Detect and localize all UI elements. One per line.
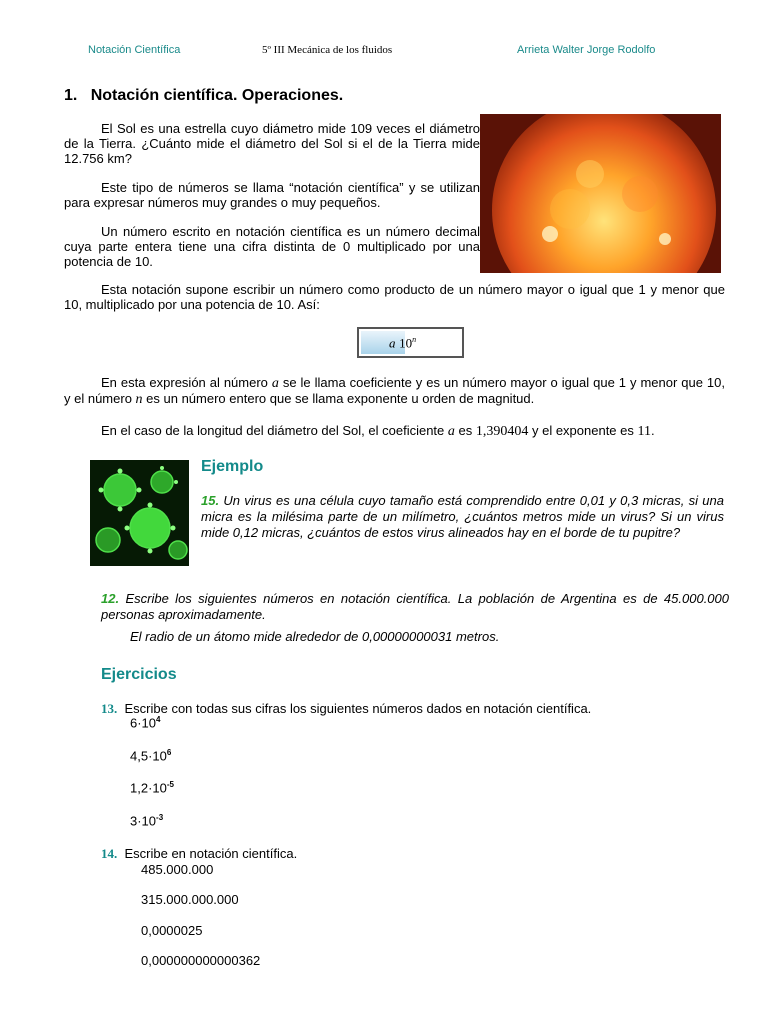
formula-coefficient: a	[389, 335, 396, 351]
p5-text-a: En esta expresión al número	[101, 375, 272, 390]
p5-text-b: se le llama coeficiente y es un número mayor o igual que 1 y menor que 10, y el número	[64, 375, 725, 406]
formula-box	[357, 327, 464, 358]
item-base: 3·10	[130, 813, 157, 829]
p5-var-a: a	[271, 376, 279, 391]
exercise-12-line2: El radio de un átomo mide alrededor de 0,00000000031 metros.	[130, 629, 500, 644]
exercise-14-item: 315.000.000.000	[141, 892, 239, 907]
p6-text-a: En el caso de la longitud del diámetro del Sol, el coeficiente	[101, 423, 448, 438]
virus-image	[90, 460, 189, 566]
item-base: 1,2·10	[130, 780, 167, 796]
exercise-14-item: 485.000.000	[141, 862, 214, 877]
item-exponent: 4	[156, 715, 161, 724]
intro-paragraph-4-block	[64, 282, 725, 312]
exercise-13-item	[130, 715, 160, 730]
p6-exponent: 11	[637, 424, 651, 439]
item-base: 6·10	[130, 715, 157, 731]
exercise-13-number: 13.	[101, 701, 118, 716]
exercise-14-item: 0,0000025	[141, 923, 203, 938]
section-title	[64, 87, 343, 105]
formula-text	[389, 335, 416, 351]
header-right: Arrieta Walter Jorge Rodolfo	[517, 44, 656, 56]
exercise-13-item	[130, 813, 163, 828]
exercise-12-body: Escribe los siguientes números en notación científica. La población de Argentina es de 45.000.000 personas aproximadamente.	[101, 591, 729, 622]
intro-paragraph-3: Un número escrito en notación científica es un número decimal cuya parte entera tiene una cifra distinta de 0 multiplicado por una potencia de 10.	[64, 224, 480, 269]
formula-base: 10	[399, 335, 413, 351]
exercise-13-heading	[101, 701, 591, 717]
exercise-14-text: Escribe en notación científica.	[124, 846, 298, 861]
item-exponent: 6	[166, 748, 172, 757]
intro-paragraph-2: Este tipo de números se llama “notación científica” y se utilizan para expresar números muy grandes o muy pequeños.	[64, 180, 480, 210]
example-body: Un virus es una célula cuyo tamaño está comprendido entre 0,01 y 0,3 micras, si una micra es la milésima parte de un milímetro, ¿cuántos metros mide un virus? Si un virus mide 0,12 micras, ¿cuántos de estos virus alineados hay en el borde de tu pupitre?	[201, 493, 724, 540]
exercise-13-item	[130, 780, 174, 795]
p6-coefficient: 1,390404	[475, 424, 529, 439]
exercise-12-block	[101, 591, 729, 645]
intro-paragraph-1: El Sol es una estrella cuyo diámetro mide 109 veces el diámetro de la Tierra. ¿Cuánto mide el diámetro del Sol si el de la Tierra mide 12.756 km?	[64, 121, 480, 166]
explanation-paragraph-2	[64, 423, 725, 439]
exercise-12-text	[101, 591, 729, 623]
exercise-14-number: 14.	[101, 846, 118, 861]
exercises-title: Ejercicios	[101, 666, 177, 683]
exercise-12-number: 12.	[101, 591, 120, 606]
p5-text-c: es un número entero que se llama exponente u orden de magnitud.	[142, 391, 535, 406]
exercise-13-text: Escribe con todas sus cifras los siguientes números dados en notación científica.	[124, 701, 592, 716]
example-title: Ejemplo	[201, 458, 264, 475]
example-block	[201, 493, 724, 541]
section-number: 1.	[64, 87, 78, 104]
explanation-paragraph-1	[64, 375, 725, 407]
p6-text-d: .	[650, 423, 655, 438]
p6-text-c: y el exponente es	[528, 423, 638, 438]
p5-var-n: n	[135, 392, 143, 407]
sun-image	[480, 114, 721, 273]
example-number: 15.	[201, 493, 220, 508]
exercise-14-item: 0,000000000000362	[141, 953, 261, 968]
p6-var-a: a	[447, 424, 455, 439]
intro-paragraph-4: Esta notación supone escribir un número como producto de un número mayor o igual que 1 y menor que 10, multiplicado por una potencia de 10. Así:	[64, 282, 725, 312]
header-center: 5º III Mecánica de los fluidos	[262, 44, 393, 56]
intro-block	[64, 121, 480, 269]
section-title-text: Notación científica. Operaciones.	[90, 87, 344, 104]
item-base: 4,5·10	[130, 748, 167, 764]
exercise-13-item	[130, 748, 171, 763]
explanation-block	[64, 375, 725, 439]
header-left: Notación Científica	[88, 44, 181, 56]
example-text	[201, 493, 724, 541]
item-exponent: -3	[156, 813, 164, 822]
exercise-14-heading	[101, 846, 297, 862]
item-exponent: -5	[166, 780, 174, 789]
formula-exponent: n	[412, 335, 417, 344]
p6-text-b: es	[454, 423, 476, 438]
